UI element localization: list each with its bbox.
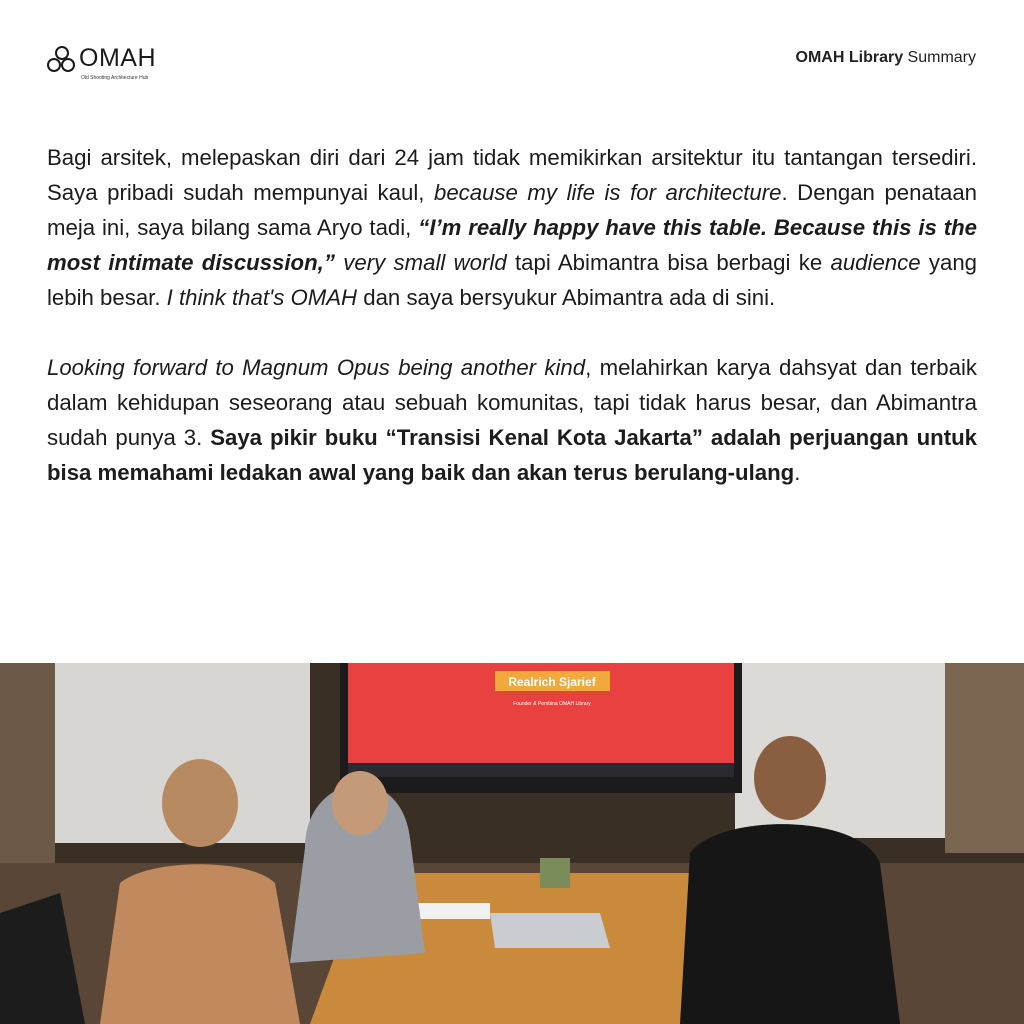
person-middle-face xyxy=(332,771,388,835)
p1-text-3: tapi Abimantra bisa berbagi ke xyxy=(506,250,831,275)
page-title xyxy=(796,49,976,67)
screen-subtitle-text: Founder & Pembina OMAH Library xyxy=(513,701,591,707)
p2-bold-1: Saya pikir buku “Transisi Kenal Kota Jakarta” adalah perjuangan untuk bisa memahami ledakan awal yang baik dan akan terus berulang-ulang xyxy=(47,425,977,485)
p1-quote-2: discussion,” xyxy=(201,250,335,275)
p1-italic-3: audience xyxy=(830,250,921,275)
brand-tagline: Old Shooting Architecture Hub xyxy=(81,75,149,81)
paragraph-1 xyxy=(47,140,977,315)
photo-illustration xyxy=(0,663,1024,1024)
p1-text-2: . Dengan penataan meja ini, saya bilang sama Aryo tadi, xyxy=(47,180,977,240)
page-header xyxy=(0,0,1024,110)
p1-italic-4: I think that's OMAH xyxy=(166,285,358,310)
p2-italic-1: Looking forward to Magnum Opus being another kind xyxy=(47,355,586,380)
p1-text-5: dan saya bersyukur Abimantra ada di sini. xyxy=(357,285,776,310)
p1-text-1: Bagi arsitek, melepaskan diri dari 24 jam tidak memikirkan arsitektur itu tantangan tersediri. Saya pribadi sudah mempunyai kaul, xyxy=(47,145,977,205)
person-right-body xyxy=(680,824,900,1024)
p1-italic-1: because my life is for architecture xyxy=(433,180,782,205)
screen-name-text: Realrich Sjarief xyxy=(508,675,596,689)
omah-logo[interactable] xyxy=(46,44,156,81)
person-right-head xyxy=(754,736,826,820)
laptop xyxy=(490,913,610,948)
paragraph-2 xyxy=(47,350,977,490)
page-title-rest: Summary xyxy=(907,49,976,66)
p1-text-4: yang lebih besar. xyxy=(47,250,978,310)
article-body xyxy=(47,140,977,490)
table-plant xyxy=(540,858,570,888)
p2-text-2: . xyxy=(794,460,801,485)
omah-logo-icon xyxy=(46,46,76,76)
p1-italic-2: very small world xyxy=(343,250,507,275)
p1-quote-1: “I’m really happy have this table. Because this is the most intimate xyxy=(47,215,977,275)
shelf-right xyxy=(945,663,1024,853)
taskbar xyxy=(348,763,734,777)
person-left-body xyxy=(100,864,300,1024)
brand-name: OMAH xyxy=(79,44,156,72)
shelf-left xyxy=(0,663,55,863)
paper-sheet xyxy=(415,903,490,919)
page-title-bold: OMAH Library xyxy=(795,49,904,66)
p2-text-1: , melahirkan karya dahsyat dan terbaik dalam kehidupan seseorang atau sebuah komunitas, tapi tidak harus besar, dan Abimantra sudah punya 3. xyxy=(47,355,977,450)
discussion-photo xyxy=(0,663,1024,1024)
person-left-head xyxy=(162,759,238,847)
